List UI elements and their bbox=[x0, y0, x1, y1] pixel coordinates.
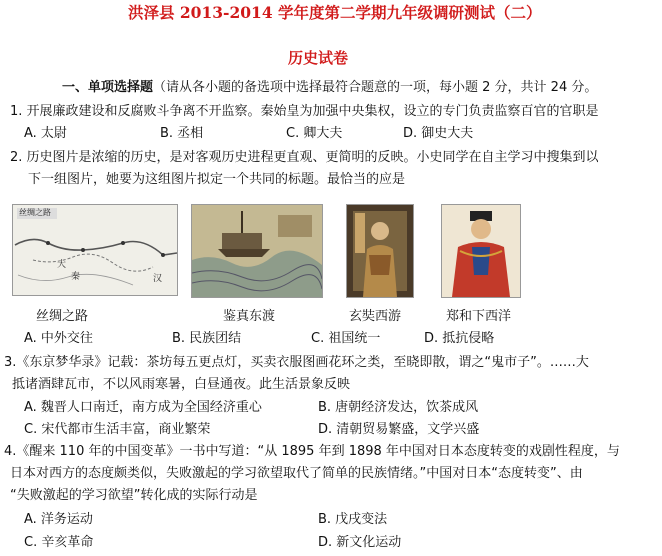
svg-text:汉: 汉 bbox=[153, 274, 163, 284]
q1-option-c: C. 卿大夫 bbox=[286, 126, 343, 141]
q3-option-b: B. 唐朝经济发达，饮茶成风 bbox=[318, 400, 479, 415]
q1-option-a: A. 太尉 bbox=[24, 126, 67, 141]
jianzhen-voyage-image bbox=[191, 204, 323, 298]
q3-option-d: D. 清朝贸易繁盛，文学兴盛 bbox=[318, 422, 480, 437]
q4-option-b: B. 戊戌变法 bbox=[318, 512, 388, 527]
zheng-he-image bbox=[441, 204, 521, 298]
xuanzang-image bbox=[346, 204, 414, 298]
section-label: 一、单项选择题 bbox=[62, 80, 154, 95]
xuanzang-portrait-graphic bbox=[347, 205, 413, 297]
svg-text:秦: 秦 bbox=[71, 272, 81, 282]
q1-option-d: D. 御史大夫 bbox=[403, 126, 474, 141]
silk-road-map-graphic bbox=[13, 205, 177, 295]
q2-option-b: B. 民族团结 bbox=[172, 331, 242, 346]
section-instructions: （请从各小题的备选项中选择最符合题意的一项，每小题 2 分，共计 24 分。 bbox=[153, 80, 598, 95]
q3-stem-line1: 3.《东京梦华录》记载：茶坊每五更点灯，买卖衣服图画花环之类，至晓即散，谓之“鬼市子”。……大 bbox=[4, 355, 589, 370]
q2-stem-line2: 下一组图片，她要为这组图片拟定一个共同的标题。最恰当的应是 bbox=[28, 172, 406, 187]
q3-option-a: A. 魏晋人口南迁，南方成为全国经济重心 bbox=[24, 400, 262, 415]
silk-road-map-image bbox=[12, 204, 178, 296]
q2-option-d: D. 抵抗侵略 bbox=[424, 331, 495, 346]
exam-subject-title: 历史试卷 bbox=[288, 49, 349, 67]
q4-stem-line2: 日本对西方的态度颇类似，失败激起的学习欲望取代了简单的民族情绪。”中国对日本“态度转变”、由 bbox=[10, 466, 583, 481]
section-heading bbox=[62, 80, 597, 96]
q1-stem: 1. 开展廉政建设和反腐败斗争离不开监察。秦始皇为加强中央集权，设立的专门负责监察百官的官职是 bbox=[10, 104, 599, 119]
q4-option-c: C. 辛亥革命 bbox=[24, 535, 94, 550]
caption-zheng-he: 郑和下西洋 bbox=[446, 309, 512, 324]
q4-option-d: D. 新文化运动 bbox=[318, 535, 402, 550]
q2-stem-line1: 2. 历史图片是浓缩的历史，是对客观历史进程更直观、更简明的反映。小史同学在自主学习中搜集到以 bbox=[10, 150, 599, 165]
q2-option-a: A. 中外交往 bbox=[24, 331, 93, 346]
caption-xuanzang: 玄奘西游 bbox=[349, 309, 402, 324]
jianzhen-painting-graphic bbox=[192, 205, 322, 297]
caption-jianzhen: 鉴真东渡 bbox=[223, 309, 276, 324]
q4-stem-line3: “失败激起的学习欲望”转化成的实际行动是 bbox=[10, 488, 258, 503]
q4-option-a: A. 洋务运动 bbox=[24, 512, 93, 527]
exam-title: 洪泽县 2013-2014 学年度第二学期九年级调研测试（二） bbox=[128, 3, 542, 22]
map-label: 丝绸之路 bbox=[19, 208, 51, 217]
zheng-he-portrait-graphic bbox=[442, 205, 520, 297]
q2-option-c: C. 祖国统一 bbox=[311, 331, 381, 346]
q3-stem-line2: 抵诸酒肆瓦市，不以风雨寒暑，白昼通夜。此生活景象反映 bbox=[12, 377, 351, 392]
svg-text:大: 大 bbox=[57, 260, 67, 270]
q4-stem-line1: 4.《醒来 110 年的中国变革》一书中写道：“从 1895 年到 1898 年中国对日本态度转变的戏剧性程度，与 bbox=[4, 444, 620, 459]
q1-option-b: B. 丞相 bbox=[160, 126, 204, 141]
caption-silk-road: 丝绸之路 bbox=[36, 309, 89, 324]
q3-option-c: C. 宋代都市生活丰富，商业繁荣 bbox=[24, 422, 211, 437]
